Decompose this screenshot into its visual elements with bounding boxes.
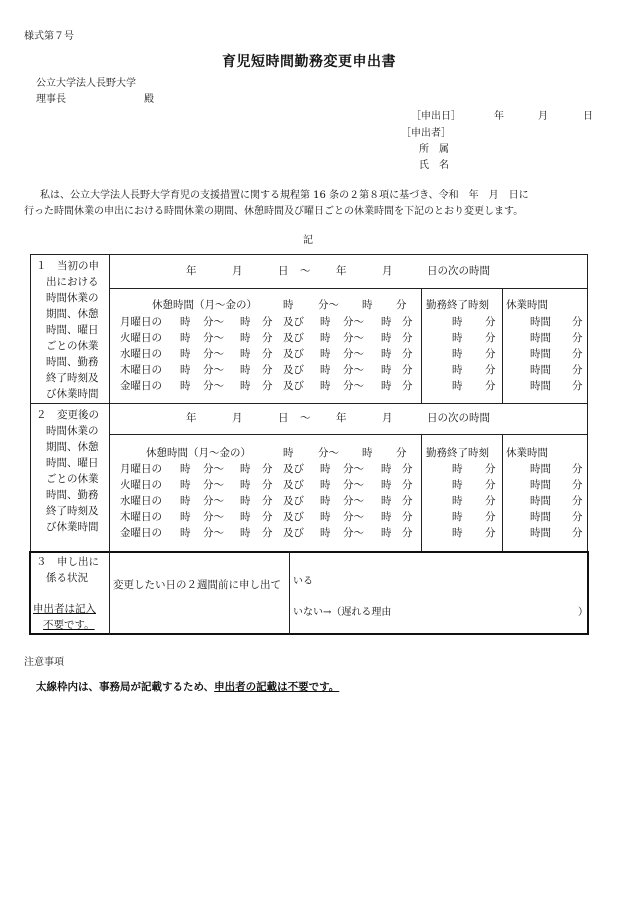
addressee-president: 理事長 [36, 94, 66, 105]
weekday-row [0, 462, 630, 477]
time-unit: 時 [240, 380, 251, 392]
time-unit: 分～ [343, 364, 364, 376]
time-unit: 時 [381, 380, 392, 392]
time-unit: 時間 [530, 527, 551, 539]
time-unit: 分 [402, 316, 413, 328]
time-unit: 及び [283, 495, 304, 507]
time-unit: 時間 [530, 316, 551, 328]
time-unit: 時 [240, 364, 251, 376]
time-unit: 時 [320, 495, 331, 507]
section2-label: ２ 変更後の 時間休業の 期間、休憩 時間、曜日 ごとの休業 時間、勤務 終了時刻及 び休業時間 [36, 409, 99, 533]
section3-yes: いる [293, 576, 313, 587]
time-unit: 時 [320, 527, 331, 539]
time-unit: 分 [572, 316, 583, 328]
time-unit: 分～ [343, 511, 364, 523]
time-unit: 分 [485, 511, 496, 523]
time-unit: 時 [381, 348, 392, 360]
time-unit: 分 [572, 511, 583, 523]
time-unit: 時 [452, 511, 463, 523]
time-unit: 時 [452, 316, 463, 328]
time-unit: 分 [485, 364, 496, 376]
time-unit: 分 [262, 364, 273, 376]
time-unit: 及び [283, 316, 304, 328]
time-unit: 時 [452, 527, 463, 539]
section3-label: ３ 申し出に 係る状況 [36, 556, 99, 584]
time-unit: 分 [572, 364, 583, 376]
time-unit: 時 [452, 463, 463, 475]
weekday-row [0, 347, 630, 362]
time-unit: 分 [262, 479, 273, 491]
body-line-2: 行った時間休業の申出における時間休業の期間、休憩時間及び曜日ごとの休業時間を下記のとおり変更します。 [24, 206, 524, 217]
time-unit: 時間 [530, 332, 551, 344]
time-unit: 時 [320, 511, 331, 523]
time-unit: 時 [381, 316, 392, 328]
ki-mark: 記 [303, 235, 313, 246]
time-unit: 分 [572, 463, 583, 475]
time-unit: 分～ [343, 495, 364, 507]
time-unit: 分～ [203, 332, 224, 344]
name-label: 氏 名 [419, 160, 449, 171]
section1-label: １ 当初の申 出における 時間休業の 期間、休憩 時間、曜日 ごとの休業 時間、勤務 終了時刻及 び休業時間 [36, 260, 99, 400]
time-unit: 分～ [343, 479, 364, 491]
applicant-label: ［申出者］ [401, 128, 451, 139]
weekday-row [0, 379, 630, 394]
time-unit: 分～ [343, 348, 364, 360]
time-unit: 分 [485, 479, 496, 491]
time-unit: 時 [452, 479, 463, 491]
time-unit: 分～ [203, 348, 224, 360]
time-unit: 時 [240, 527, 251, 539]
time-unit: 分 [262, 511, 273, 523]
time-unit: 時 [381, 332, 392, 344]
time-unit: 分 [402, 463, 413, 475]
time-unit: 分～ [343, 527, 364, 539]
time-unit: 及び [283, 364, 304, 376]
time-unit: 時 [381, 495, 392, 507]
weekday-label: 月曜日の [120, 463, 162, 475]
time-unit: 分 [402, 511, 413, 523]
apply-date-label: ［申出日］ [411, 111, 461, 122]
time-unit: 時 [452, 380, 463, 392]
section3-note: 申出者は記入 不要です。 [33, 603, 96, 631]
weekday-label: 火曜日の [120, 332, 162, 344]
weekday-label: 火曜日の [120, 479, 162, 491]
period-row-2: 年 月 日 ～ 年 月 日の次の時間 [186, 412, 490, 424]
section3-close-paren: ） [578, 607, 588, 618]
time-unit: 分 [402, 527, 413, 539]
time-unit: 時 [180, 511, 191, 523]
time-unit: 時 [320, 316, 331, 328]
weekday-label: 月曜日の [120, 316, 162, 328]
time-unit: 分 [402, 479, 413, 491]
notes-text: 太線枠内は、事務局が記載するため、申出者の記載は不要です。 [36, 681, 340, 693]
time-unit: 及び [283, 332, 304, 344]
weekday-label: 水曜日の [120, 495, 162, 507]
section3-no: いない→（遅れる理由 [293, 607, 392, 618]
time-unit: 分～ [203, 511, 224, 523]
time-unit: 分 [572, 495, 583, 507]
time-unit: 及び [283, 380, 304, 392]
time-unit: 時間 [530, 364, 551, 376]
apply-day: 日 [583, 111, 593, 122]
time-unit: 分 [402, 364, 413, 376]
time-unit: 分 [572, 380, 583, 392]
time-unit: 時 [240, 463, 251, 475]
time-unit: 時 [320, 348, 331, 360]
time-unit: 分 [572, 479, 583, 491]
time-unit: 時 [180, 364, 191, 376]
time-unit: 分 [485, 380, 496, 392]
time-unit: 時 [452, 495, 463, 507]
time-unit: 分 [402, 332, 413, 344]
period-row-1: 年 月 日 ～ 年 月 日の次の時間 [186, 265, 490, 277]
time-unit: 分 [402, 380, 413, 392]
weekday-label: 水曜日の [120, 348, 162, 360]
weekday-label: 金曜日の [120, 527, 162, 539]
time-unit: 時 [381, 364, 392, 376]
time-unit: 時 [180, 332, 191, 344]
time-unit: 分 [262, 332, 273, 344]
time-unit: 分～ [203, 364, 224, 376]
time-unit: 分 [485, 463, 496, 475]
addressee-honorific: 殿 [144, 94, 154, 105]
section3-question: 変更したい日の２週間前に申し出て [113, 579, 281, 591]
form-number: 様式第７号 [24, 31, 74, 42]
time-unit: 時 [240, 479, 251, 491]
time-unit: 時間 [530, 463, 551, 475]
time-unit: 分 [262, 348, 273, 360]
time-unit: 時 [452, 364, 463, 376]
time-unit: 時 [180, 463, 191, 475]
time-unit: 分～ [203, 479, 224, 491]
time-unit: 分 [402, 495, 413, 507]
time-unit: 時 [320, 332, 331, 344]
time-unit: 分 [485, 332, 496, 344]
weekday-row [0, 315, 630, 330]
time-unit: 分 [262, 463, 273, 475]
time-unit: 及び [283, 527, 304, 539]
weekday-row [0, 331, 630, 346]
time-unit: 時 [240, 348, 251, 360]
time-unit: 時間 [530, 479, 551, 491]
weekday-row [0, 363, 630, 378]
time-unit: 時 [240, 316, 251, 328]
time-unit: 分 [485, 316, 496, 328]
time-unit: 時 [452, 332, 463, 344]
time-unit: 時 [180, 479, 191, 491]
time-unit: 時 [381, 527, 392, 539]
time-unit: 時 [180, 380, 191, 392]
time-unit: 分 [485, 527, 496, 539]
time-unit: 時 [320, 380, 331, 392]
time-unit: 分～ [343, 380, 364, 392]
body-line-1: 私は、公立大学法人長野大学育児の支援措置に関する規程第 16 条の２第８項に基づき、令和 年 月 日に [40, 190, 529, 201]
time-unit: 分～ [343, 316, 364, 328]
time-unit: 時間 [530, 511, 551, 523]
weekday-label: 木曜日の [120, 511, 162, 523]
time-unit: 及び [283, 463, 304, 475]
time-unit: 分～ [203, 380, 224, 392]
time-unit: 時間 [530, 348, 551, 360]
time-unit: 分 [262, 380, 273, 392]
time-unit: 及び [283, 511, 304, 523]
apply-month: 月 [538, 111, 548, 122]
time-unit: 時 [381, 463, 392, 475]
time-unit: 分～ [203, 316, 224, 328]
time-unit: 時 [180, 316, 191, 328]
apply-year: 年 [494, 111, 504, 122]
time-unit: 分 [262, 495, 273, 507]
time-unit: 分 [262, 527, 273, 539]
time-unit: 時 [240, 511, 251, 523]
time-unit: 時 [180, 527, 191, 539]
time-unit: 分 [485, 495, 496, 507]
time-unit: 分～ [203, 527, 224, 539]
time-unit: 分 [262, 316, 273, 328]
time-unit: 分 [572, 332, 583, 344]
time-unit: 時 [320, 463, 331, 475]
time-unit: 時 [320, 479, 331, 491]
weekday-label: 木曜日の [120, 364, 162, 376]
dept-label: 所 属 [419, 144, 449, 155]
time-unit: 時 [320, 364, 331, 376]
time-unit: 分 [485, 348, 496, 360]
time-unit: 分 [572, 527, 583, 539]
schedule-header-1: 休憩時間（月～金の） 時 分～ 時 分 勤務終了時刻 休業時間 [152, 299, 548, 311]
time-unit: 分～ [343, 463, 364, 475]
time-unit: 及び [283, 348, 304, 360]
time-unit: 時 [180, 348, 191, 360]
weekday-row [0, 494, 630, 509]
time-unit: 時 [240, 495, 251, 507]
weekday-row [0, 510, 630, 525]
time-unit: 時間 [530, 380, 551, 392]
time-unit: 分～ [203, 495, 224, 507]
time-unit: 時 [240, 332, 251, 344]
time-unit: 及び [283, 479, 304, 491]
page-title: 育児短時間勤務変更申出書 [222, 54, 396, 70]
time-unit: 時 [180, 495, 191, 507]
time-unit: 分～ [203, 463, 224, 475]
weekday-row [0, 478, 630, 493]
time-unit: 時間 [530, 495, 551, 507]
addressee-org: 公立大学法人長野大学 [36, 78, 136, 89]
time-unit: 分 [572, 348, 583, 360]
time-unit: 分 [402, 348, 413, 360]
weekday-row [0, 526, 630, 541]
weekday-label: 金曜日の [120, 380, 162, 392]
time-unit: 時 [381, 511, 392, 523]
time-unit: 分～ [343, 332, 364, 344]
time-unit: 時 [452, 348, 463, 360]
notes-heading: 注意事項 [24, 657, 64, 668]
time-unit: 時 [381, 479, 392, 491]
schedule-header-2: 休憩時間（月～金の） 時 分～ 時 分 勤務終了時刻 休業時間 [146, 447, 548, 459]
